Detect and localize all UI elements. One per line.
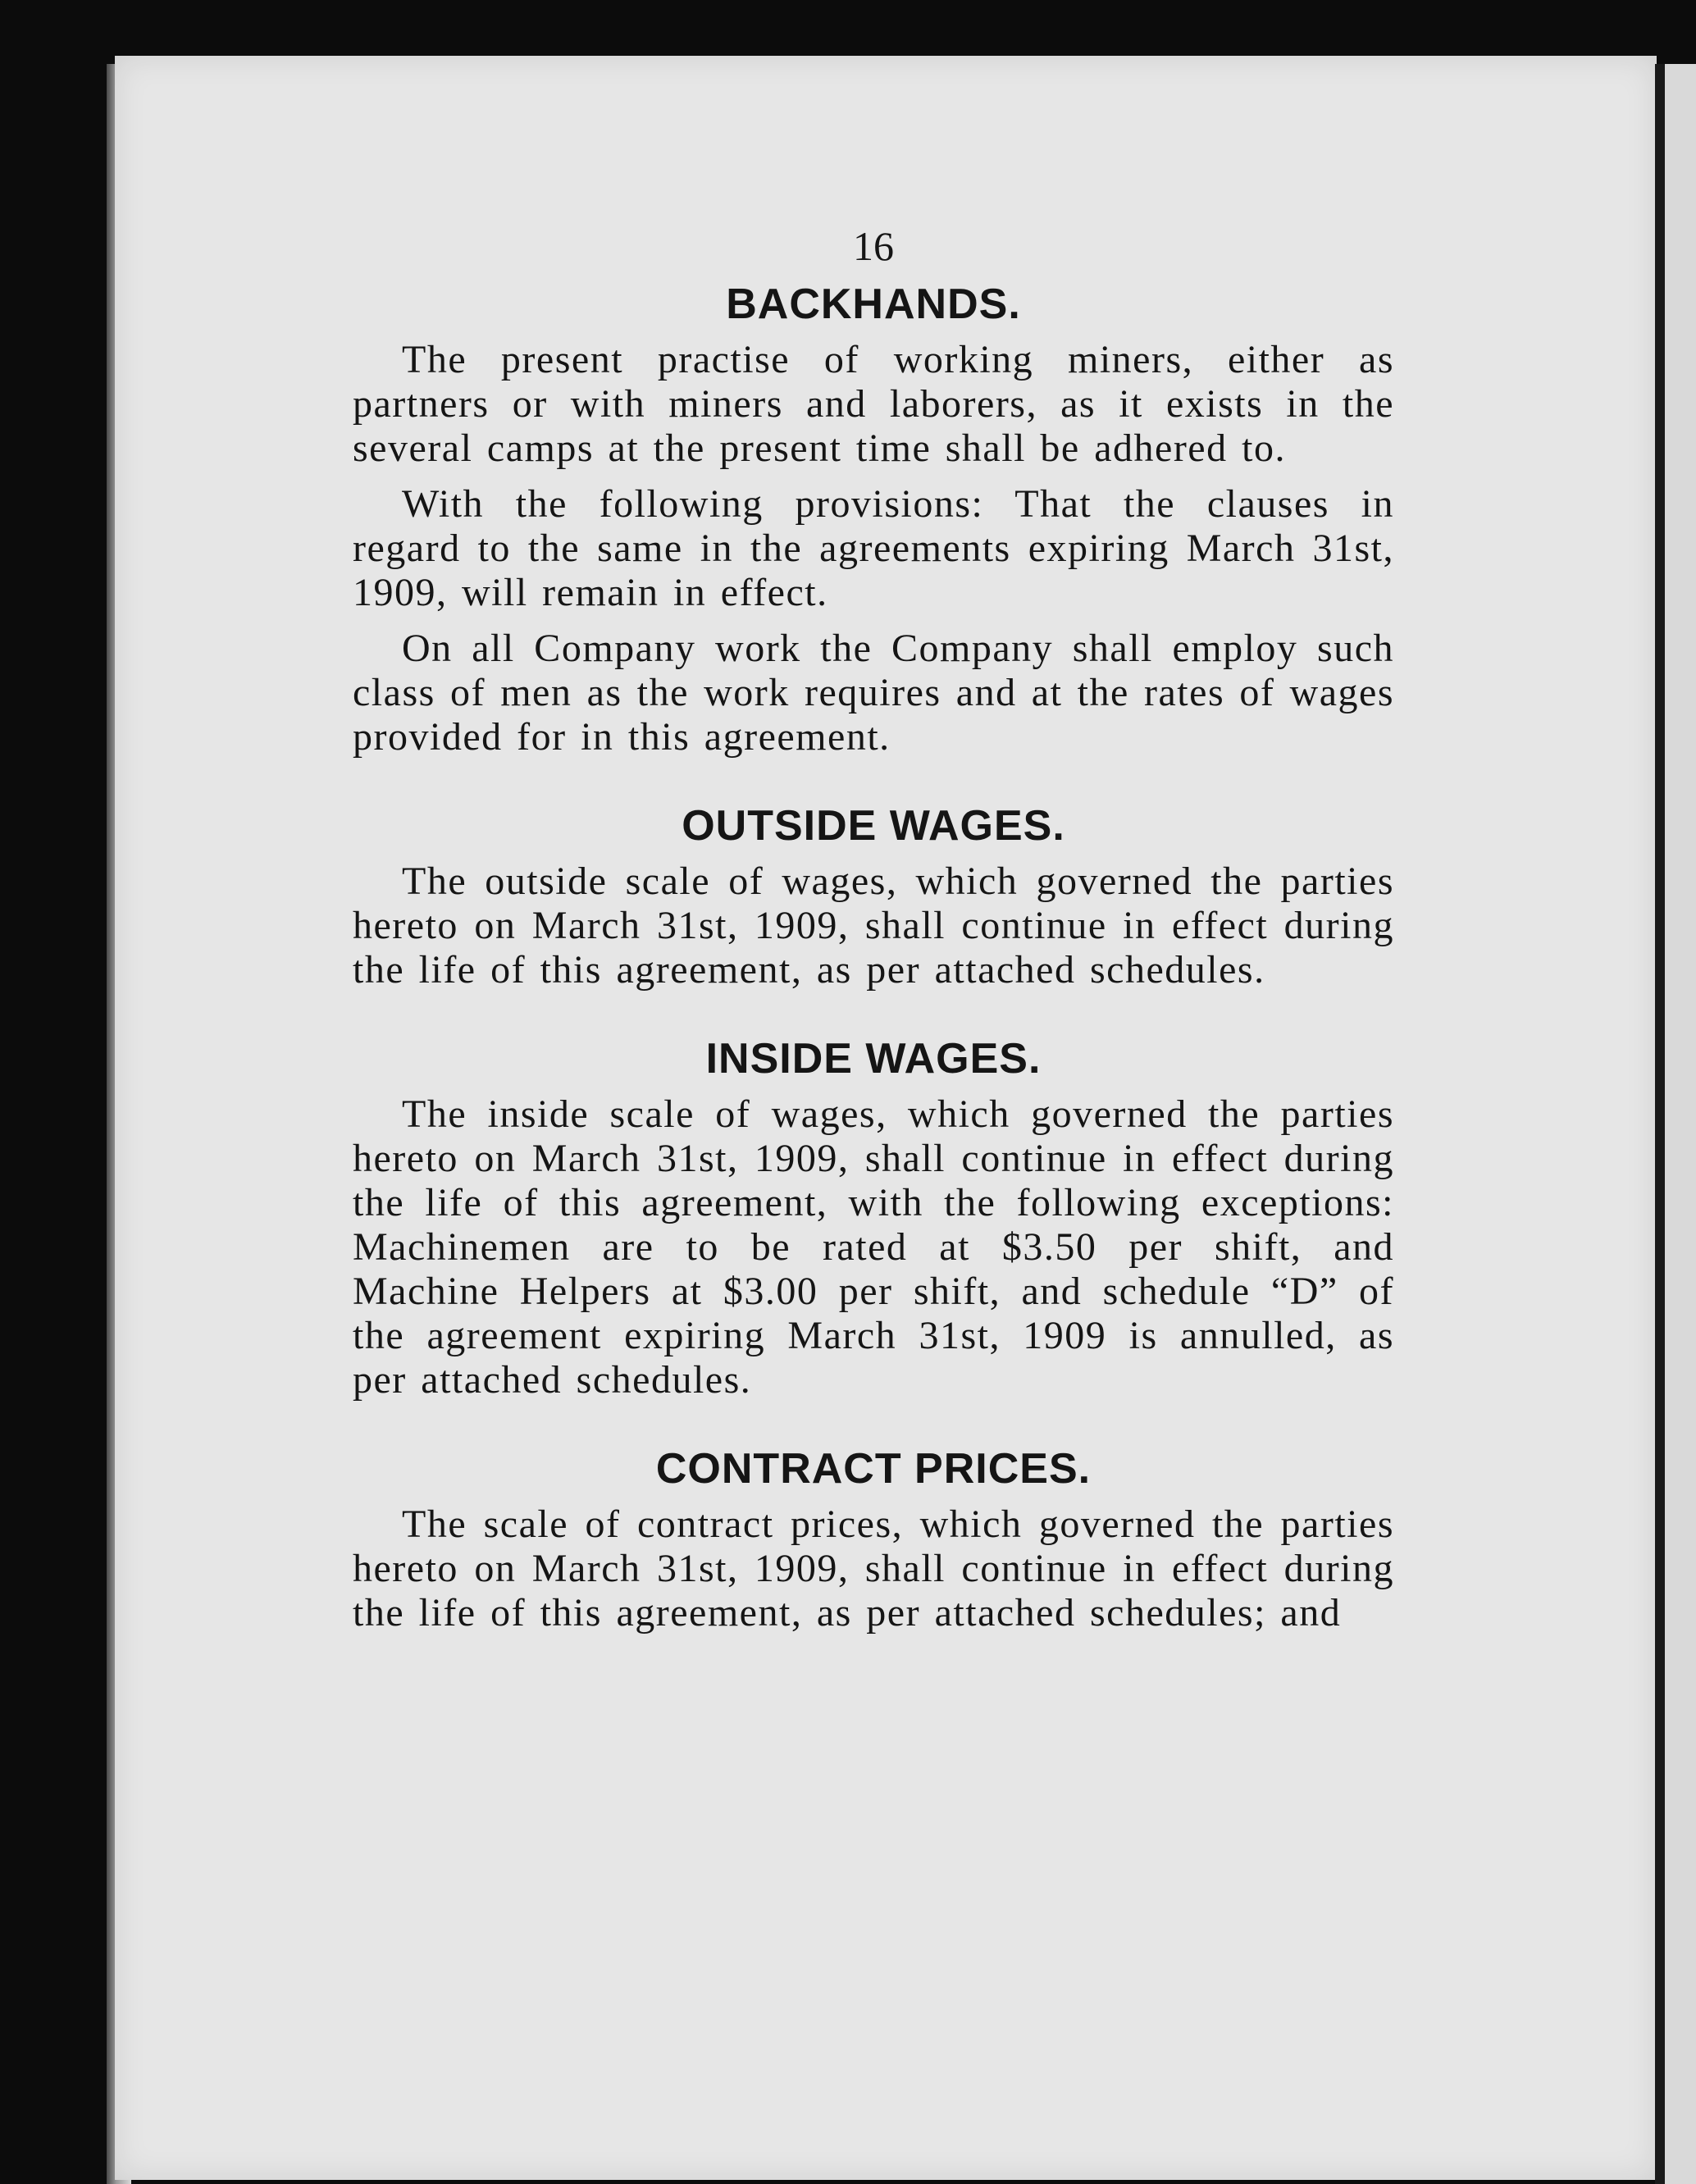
paragraph: On all Company work the Company shall employ such class of men as the work requires and at the rates of wages provided for in this agreement. xyxy=(353,627,1394,759)
heading-outside-wages: OUTSIDE WAGES. xyxy=(682,802,1065,850)
paragraph: With the following provisions: That the clauses in regard to the same in the agreements expiring March 31st, 1909, will remain in effect. xyxy=(353,482,1394,614)
paragraph: The scale of contract prices, which governed the parties hereto on March 31st, 1909, shall continue in effect during the life of this agreement, as per attached schedules; and xyxy=(353,1502,1394,1635)
heading-backhands: BACKHANDS. xyxy=(726,280,1021,328)
page-right-edge xyxy=(1655,64,1665,2184)
page-content xyxy=(353,221,1394,1647)
page-number: 16 xyxy=(853,223,894,269)
heading-inside-wages: INSIDE WAGES. xyxy=(705,1035,1042,1083)
heading-contract-prices: CONTRACT PRICES. xyxy=(655,1445,1092,1493)
paragraph: The inside scale of wages, which governed the parties hereto on March 31st, 1909, shall continue in effect during the life of this agreement, with the following exceptions: Machinemen are to be rated at $3.50 per shift, and Machine Helpers at $3.00 per shift, and schedule “D” of the agreement expiring March 31st, 1909 is annulled, as per attached schedules. xyxy=(353,1092,1394,1402)
next-page-strip xyxy=(1665,64,1696,2184)
paragraph: The outside scale of wages, which governed the parties hereto on March 31st, 1909, shall continue in effect during the life of this agreement, as per attached schedules. xyxy=(353,859,1394,992)
paragraph: The present practise of working miners, either as partners or with miners and laborers, as it exists in the several camps at the present time shall be adhered to. xyxy=(353,338,1394,470)
